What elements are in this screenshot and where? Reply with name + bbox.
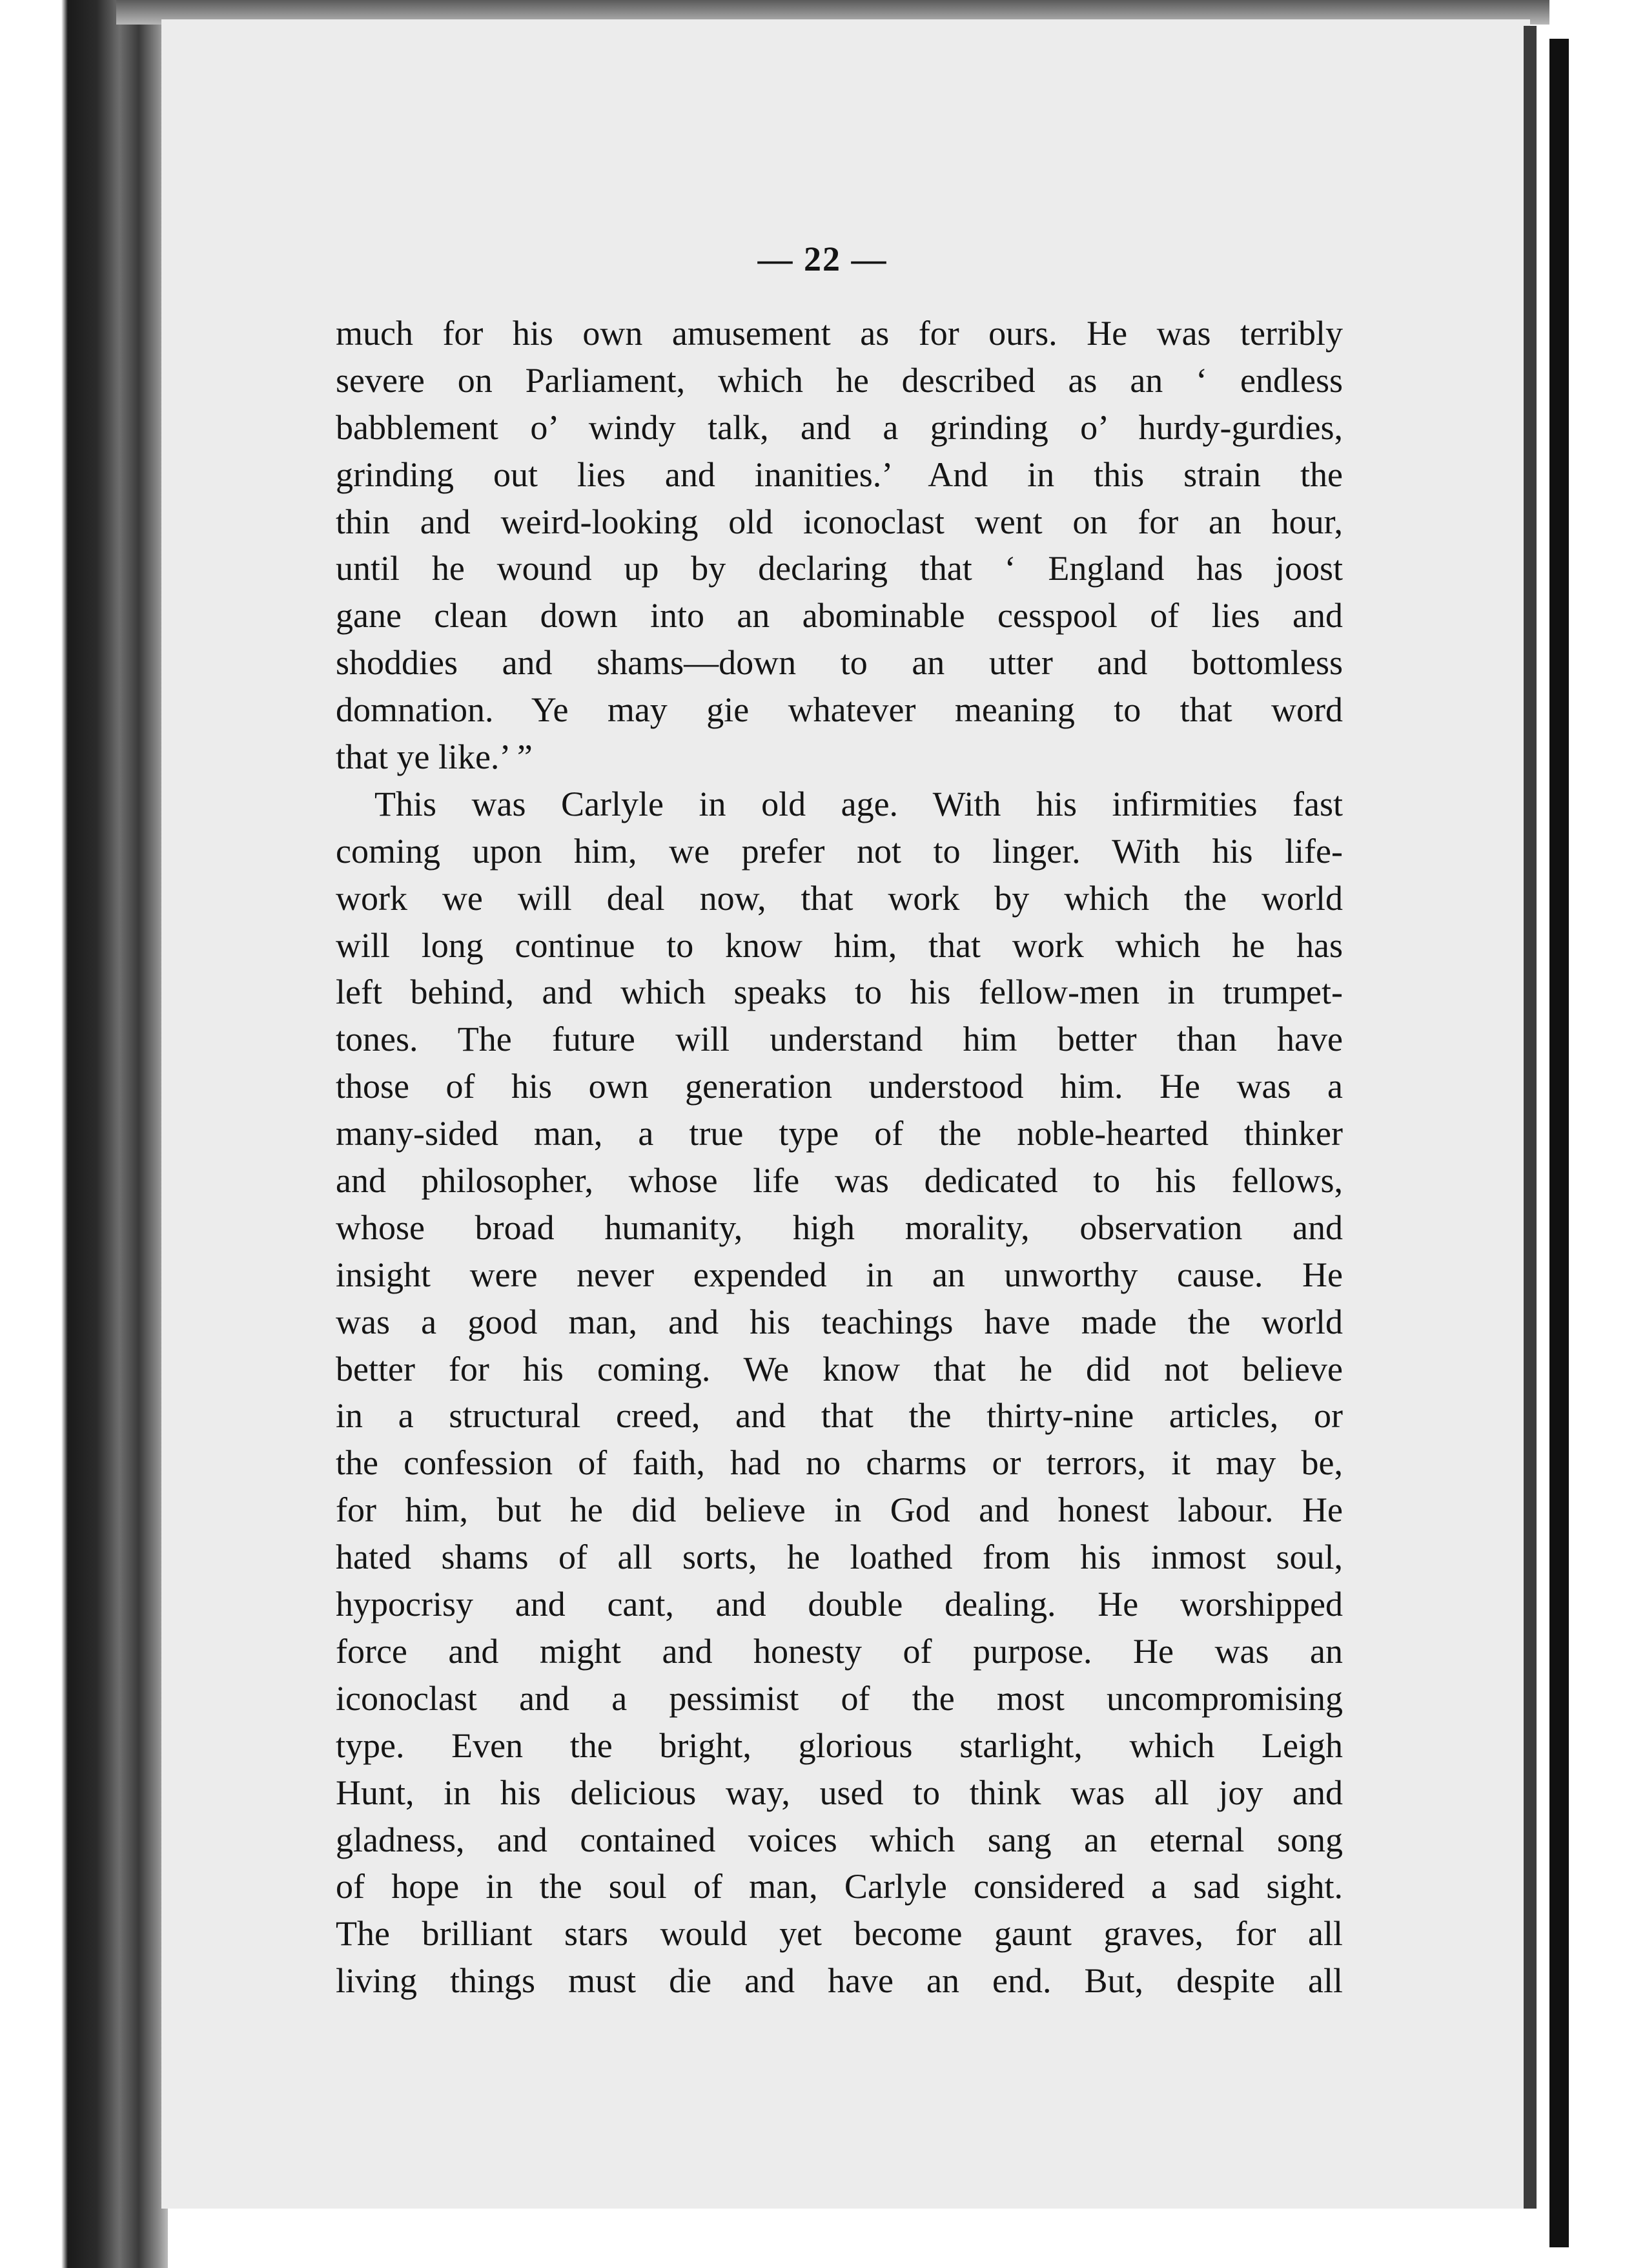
facing-page-edge <box>1549 39 1569 2247</box>
body-text <box>336 310 1343 2005</box>
text-line: and philosopher, whose life was dedicated to his fellows, <box>336 1161 1343 1201</box>
text-line: living things must die and have an end. But, despite all <box>336 1961 1343 2001</box>
text-line: iconoclast and a pessimist of the most uncompromising <box>336 1678 1343 1718</box>
text-line: babblement o’ windy talk, and a grinding o’ hurdy-gurdies, <box>336 407 1343 447</box>
text-line: hated shams of all sorts, he loathed from his inmost soul, <box>336 1538 1343 1577</box>
text-line: domnation. Ye may gie whatever meaning to that word <box>336 690 1343 730</box>
text-line: work we will deal now, that work by which the world <box>336 878 1343 918</box>
text-line: many-sided man, a true type of the noble-hearted thinker <box>336 1114 1343 1153</box>
book-binding-edge <box>0 0 168 2268</box>
text-line: force and might and honesty of purpose. He was an <box>336 1631 1343 1671</box>
text-line: that ye like.’ ” <box>336 737 533 777</box>
text-line: better for his coming. We know that he did not believe <box>336 1349 1343 1388</box>
text-line: for him, but he did believe in God and honest labour. He <box>336 1490 1343 1530</box>
text-line: those of his own generation understood him. He was a <box>336 1067 1343 1106</box>
text-line: shoddies and shams—down to an utter and bottomless <box>336 643 1343 683</box>
text-line: insight were never expended in an unworthy cause. He <box>336 1255 1343 1294</box>
text-line: much for his own amusement as for ours. He was terribly <box>336 314 1343 353</box>
text-line: grinding out lies and inanities.’ And in this strain the <box>336 455 1343 494</box>
text-line: This was Carlyle in old age. With his infirmities fast <box>374 784 1343 823</box>
text-line: gane clean down into an abominable cesspool of lies and <box>336 596 1343 635</box>
text-line: type. Even the bright, glorious starlight, which Leigh <box>336 1726 1343 1765</box>
text-line: the confession of faith, had no charms or terrors, it may be, <box>336 1443 1343 1483</box>
text-line: will long continue to know him, that work which he has <box>336 925 1343 965</box>
text-line: coming upon him, we prefer not to linger. With his life- <box>336 831 1343 871</box>
text-line: left behind, and which speaks to his fellow-men in trumpet- <box>336 973 1343 1012</box>
text-line: gladness, and contained voices which sang an eternal song <box>336 1820 1343 1859</box>
page-right-edge <box>1524 26 1537 2209</box>
text-line: whose broad humanity, high morality, observation and <box>336 1208 1343 1247</box>
text-line: Hunt, in his delicious way, used to think was all joy and <box>336 1773 1343 1812</box>
text-line: The brilliant stars would yet become gaunt graves, for all <box>336 1914 1343 1954</box>
text-line: in a structural creed, and that the thirty-nine articles, or <box>336 1396 1343 1436</box>
text-line: severe on Parliament, which he described as an ‘ endless <box>336 360 1343 400</box>
text-line: of hope in the soul of man, Carlyle considered a sad sight. <box>336 1867 1343 1906</box>
text-line: was a good man, and his teachings have made the world <box>336 1302 1343 1341</box>
text-line: thin and weird-looking old iconoclast went on for an hour, <box>336 502 1343 541</box>
text-line: tones. The future will understand him better than have <box>336 1020 1343 1059</box>
text-line: hypocrisy and cant, and double dealing. He worshipped <box>336 1585 1343 1624</box>
text-line: until he wound up by declaring that ‘ England has joost <box>336 549 1343 588</box>
page-number: — 22 — <box>757 240 888 278</box>
